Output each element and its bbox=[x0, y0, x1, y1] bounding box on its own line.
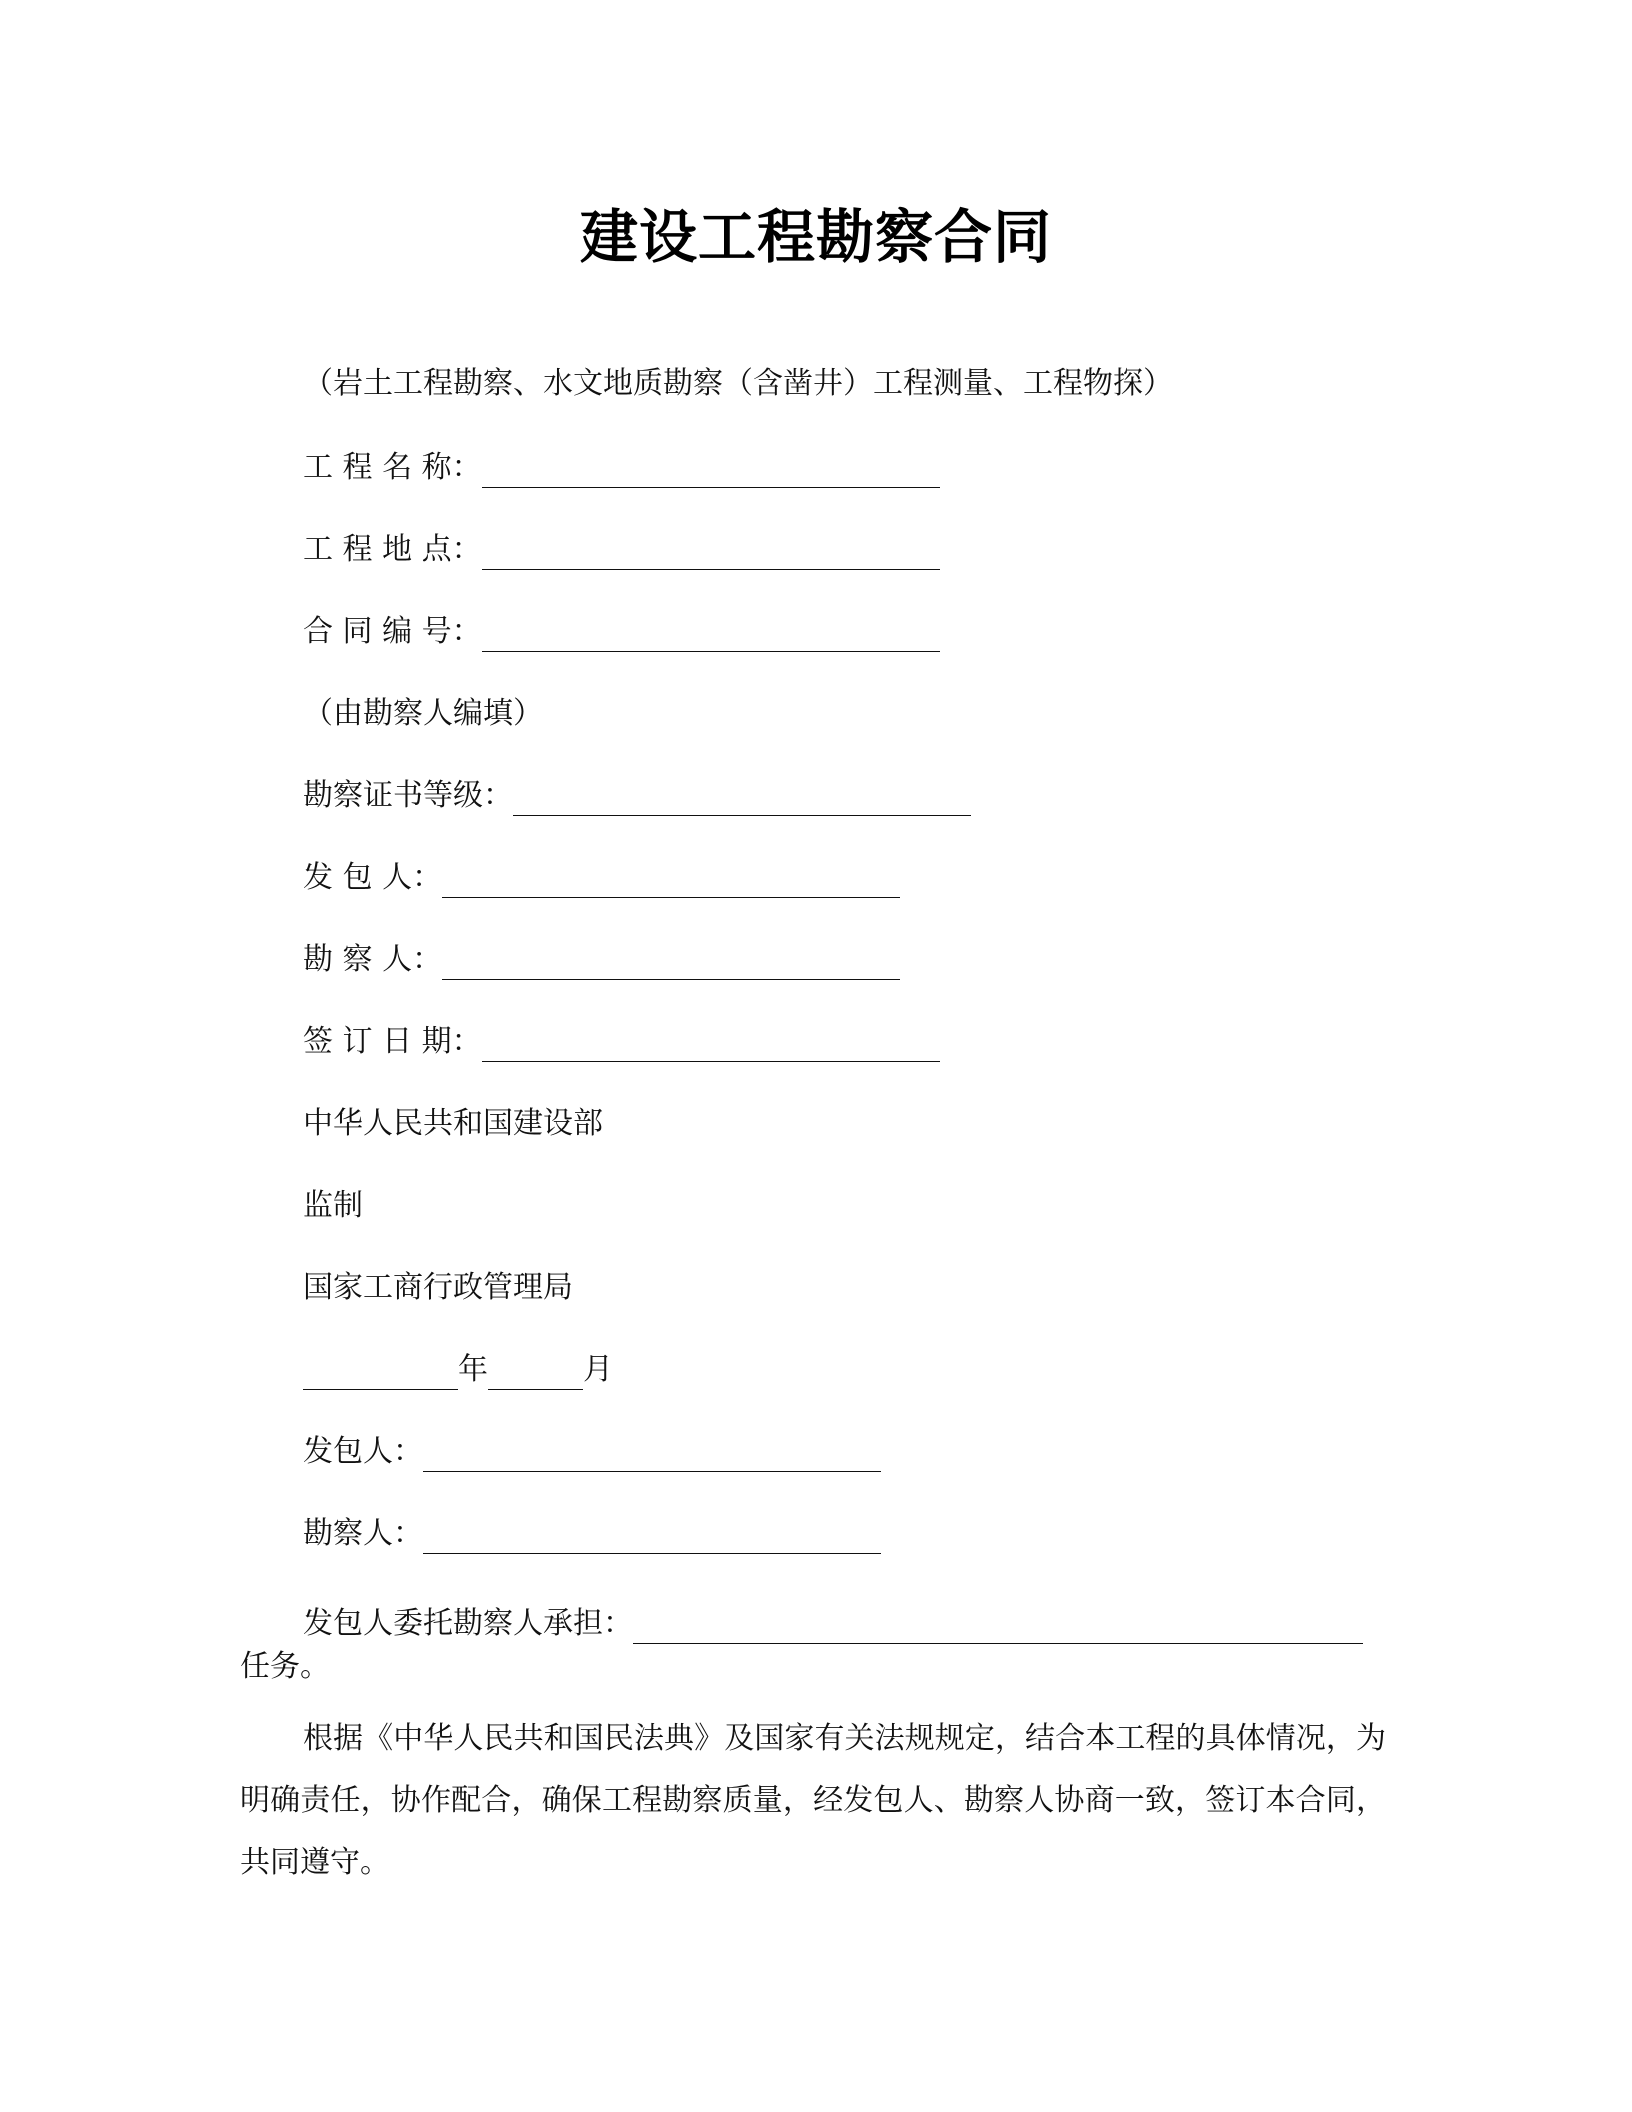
issuer-bureau: 国家工商行政管理局 bbox=[303, 1270, 573, 1305]
project-location-row bbox=[303, 530, 940, 570]
sign-date-label: 签 订 日 期： bbox=[303, 1024, 482, 1059]
sign-date-row bbox=[303, 1022, 940, 1062]
employer-field[interactable] bbox=[442, 863, 900, 898]
project-name-label: 工 程 名 称： bbox=[303, 450, 482, 485]
issuer-ministry: 中华人民共和国建设部 bbox=[303, 1106, 603, 1141]
preamble-paragraph: 根据《中华人民共和国民法典》及国家有关法规规定，结合本工程的具体情况，为明确责任，协作配合，确保工程勘察质量，经发包人、勘察人协商一致，签订本合同，共同遵守。 bbox=[240, 1721, 1386, 1880]
party-employer-row bbox=[303, 1432, 881, 1472]
project-name-row bbox=[303, 448, 940, 488]
issuer-supervise: 监制 bbox=[303, 1188, 363, 1223]
task-field[interactable] bbox=[633, 1609, 1363, 1644]
month-label: 月 bbox=[583, 1352, 613, 1387]
party-surveyor-row bbox=[303, 1514, 881, 1554]
task-prefix: 发包人委托勘察人承担： bbox=[303, 1606, 633, 1641]
party-surveyor-label: 勘察人： bbox=[303, 1516, 423, 1551]
party-surveyor-field[interactable] bbox=[423, 1519, 881, 1554]
project-location-field[interactable] bbox=[482, 535, 940, 570]
year-field[interactable] bbox=[303, 1355, 458, 1390]
surveyor-label: 勘 察 人： bbox=[303, 942, 443, 977]
cert-level-field[interactable] bbox=[513, 781, 971, 816]
cert-level-label: 勘察证书等级： bbox=[303, 778, 513, 813]
year-label: 年 bbox=[458, 1352, 488, 1387]
party-employer-label: 发包人： bbox=[303, 1434, 423, 1469]
surveyor-row bbox=[303, 940, 900, 980]
surveyor-field[interactable] bbox=[442, 945, 900, 980]
contract-no-field[interactable] bbox=[482, 617, 940, 652]
contract-no-note: （由勘察人编填） bbox=[303, 696, 543, 731]
project-location-label: 工 程 地 点： bbox=[303, 532, 482, 567]
employer-row bbox=[303, 858, 900, 898]
contract-no-label: 合 同 编 号： bbox=[303, 614, 482, 649]
party-employer-field[interactable] bbox=[423, 1437, 881, 1472]
cert-level-row bbox=[303, 776, 971, 816]
subtitle: （岩土工程勘察、水文地质勘察（含凿井）工程测量、工程物探） bbox=[303, 366, 1173, 401]
page-title: 建设工程勘察合同 bbox=[579, 203, 1052, 271]
month-field[interactable] bbox=[488, 1355, 583, 1390]
project-name-field[interactable] bbox=[482, 453, 940, 488]
task-row bbox=[303, 1604, 1363, 1644]
employer-label: 发 包 人： bbox=[303, 860, 443, 895]
year-month-row bbox=[303, 1350, 613, 1390]
sign-date-field[interactable] bbox=[482, 1027, 940, 1062]
contract-no-row bbox=[303, 612, 940, 652]
task-suffix: 任务。 bbox=[240, 1649, 330, 1684]
